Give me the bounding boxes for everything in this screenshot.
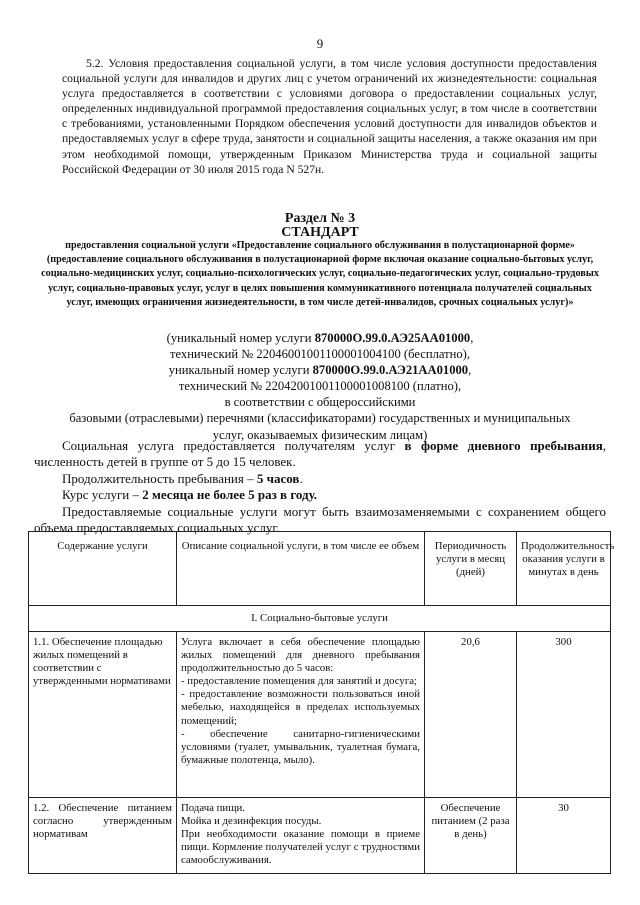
code-line-3: уникальный номер услуги 870000О.99.0.АЭ21АА01000,	[168, 363, 472, 378]
service-codes	[30, 330, 610, 443]
row-2-content: 1.2. Обеспечение питанием согласно утвержденным нормативам	[29, 798, 177, 874]
course-paragraph: Курс услуги – 2 месяца не более 5 раз в году.	[62, 487, 318, 503]
table-row	[29, 798, 611, 874]
header-periodicity: Периодичность услуги в месяц (дней)	[425, 532, 517, 606]
duration-paragraph: Продолжительность пребывания – 5 часов.	[62, 470, 303, 486]
section-5-2-paragraph: 5.2. Условия предоставления социальной услуги, в том числе условия доступности предоставления социальной услуги для инвалидов и других лиц с учетом ограничений их жизнедеятельности: социальная услуга предоставляется в соответствии с условиями договора о предоставлении социальных услуг, определенных индивидуальной программой предоставления социальных услуг, в том числе в соответствии с требованиями, установленными Порядком обеспечения условий доступности для инвалидов объектов и предоставляемых услуг в сфере труда, занятости и социальной защиты населения, а также оказания им при этом необходимой помощи, утвержденным Приказом Министерства труда и социальной защиты Российской Федерации от 30 июля 2015 года N 527н.	[62, 57, 597, 176]
section-title: СТАНДАРТ	[281, 225, 359, 240]
interchange-paragraph: Предоставляемые социальные услуги могут быть взаимозаменяемыми с сохранением общего объема предоставляемых социальных услуг.	[34, 503, 606, 536]
code-line-1: (уникальный номер услуги 870000О.99.0.АЭ25АА01000,	[166, 331, 474, 345]
section-description: предоставления социальной услуги «Предоставление социального обслуживания в полустационарной форме» (предоставление социального обслуживания в полустационарной форме включая оказание социально-бытовых услуг, социально-медицинских услуг, социально-психологических услуг, социально-педагогических услуг, социально-трудовых услуг, социально-правовых услуг, услуг в целях повышения коммуникативного потенциала получателей социальных услуг, имеющих ограничения жизнедеятельности, в том числе детей-инвалидов, срочных социальных услуг)»	[41, 240, 599, 308]
row-1-periodicity: 20,6	[425, 632, 517, 798]
table-row	[29, 632, 611, 798]
row-1-content: 1.1. Обеспечение площадью жилых помещений в соответствии с утвержденными нормативами	[29, 632, 177, 798]
header-duration: Продолжительность оказания услуги в минутах в день	[517, 532, 611, 606]
unique-code-free: 870000О.99.0.АЭ25АА01000	[314, 331, 471, 345]
group-title: I. Социально-бытовые услуги	[29, 606, 611, 632]
code-line-4: технический № 22042001001100001008100 (платно),	[178, 379, 462, 394]
row-2-description: Подача пищи. Мойка и дезинфекция посуды. При необходимости оказание помощи в приеме пищи. Кормление получателей услуг с трудностями самообслуживания.	[177, 798, 425, 874]
header-description: Описание социальной услуги, в том числе ее объем	[177, 532, 425, 606]
code-line-7: услуг, оказываемых физическим лицам)	[212, 427, 428, 442]
row-2-duration: 30	[517, 798, 611, 874]
code-line-5: в соответствии с общероссийскими	[224, 395, 416, 410]
header-content: Содержание услуги	[29, 532, 177, 606]
unique-code-paid: 870000О.99.0.АЭ21АА01000	[312, 363, 469, 378]
row-1-description: Услуга включает в себя обеспечение площадью жилых помещений для дневного пребывания продолжительностью до 5 часов: - предоставление помещения для занятий и досуга; - предоставление возможности пользоваться иной мебелью, находящейся в пределах используемых помещений; - обеспечение санитарно-гигиеническими условиями (туалет, умывальник, туалетная бумага, бумажные полотенца, мыло).	[177, 632, 425, 798]
table-group-row	[29, 606, 611, 632]
row-1-duration: 300	[517, 632, 611, 798]
code-line-6: базовыми (отраслевыми) перечнями (классификаторами) государственных и муниципальных	[69, 411, 571, 426]
form-paragraph: Социальная услуга предоставляется получателям услуг в форме дневного пребывания, численность детей в группе от 5 до 15 человек.	[34, 438, 606, 470]
section-number: Раздел № 3	[284, 211, 356, 226]
services-table	[28, 531, 615, 874]
table-header-row	[29, 532, 611, 606]
row-2-periodicity: Обеспечение питанием (2 раза в день)	[425, 798, 517, 874]
service-conditions	[34, 438, 606, 536]
page-number: 9	[316, 36, 324, 51]
code-line-2: технический № 22046001001100001004100 (бесплатно),	[169, 347, 471, 362]
